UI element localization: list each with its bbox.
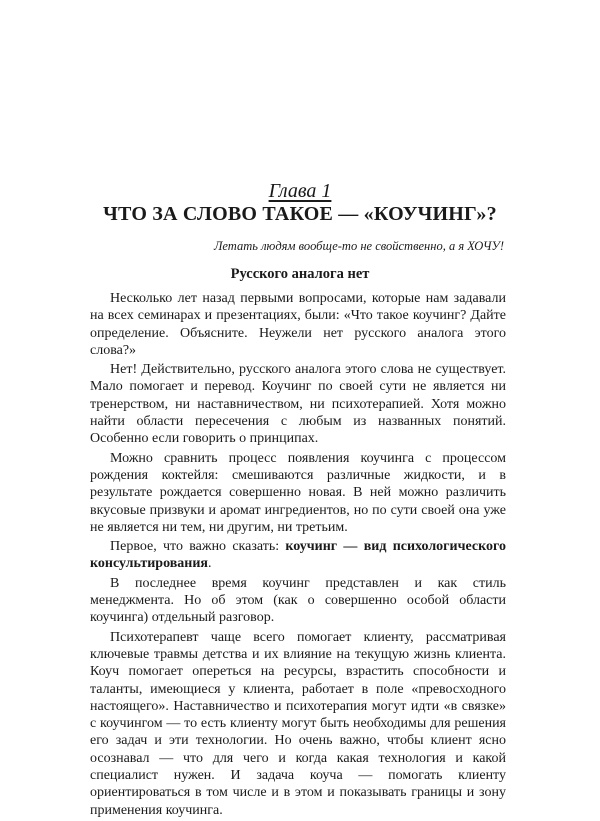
definition-paragraph — [90, 538, 506, 573]
definition-lead: Первое, что важно сказать: — [110, 539, 286, 555]
epigraph: Летать людям вообще-то не свойственно, а я ХОЧУ! — [213, 239, 504, 253]
definition-bold: коучинг — вид психологического консультирования — [90, 539, 506, 572]
section-title: Русского аналога нет — [230, 266, 370, 282]
chapter-title: ЧТО ЗА СЛОВО ТАКОЕ — «КОУЧИНГ»? — [103, 203, 497, 225]
paragraph: Несколько лет назад первыми вопросами, которые нам задавали на всех семинарах и презентациях, были: «Что такое коучинг? Дайте определение. Объясните. Неужели нет русского аналога этого слова?» — [90, 291, 506, 358]
body-text — [90, 290, 506, 821]
paragraph: Нет! Действительно, русского аналога этого слова не существует. Мало помогает и перевод. Коучинг по своей сути не является ни тренерством, ни наставничеством, ни психотерапией. Хотя можно найти области пересечения с любым из названных понятий. Особенно если говорить о принципах. — [90, 362, 506, 447]
definition-end: . — [208, 556, 212, 572]
paragraph: Можно сравнить процесс появления коучинга с процессом рождения коктейля: смешиваются различные жидкости, и в результате рождается совершенно новая. В ней можно различить вкусовые призвуки и аромат ингредиентов, но по сути своей она уже не является ни тем, ни другим, ни третьим. — [90, 450, 506, 535]
chapter-label: Глава 1 — [268, 180, 332, 202]
paragraph: Психотерапевт чаще всего помогает клиенту, рассматривая ключевые травмы детства и их влияние на текущую жизнь клиента. Коуч помогает опереться на ресурсы, взрастить способности и таланты, имеющиеся у клиента, работает в поле «превосходного настоящего». Наставничество и психотерапия могут идти «в связке» с коучингом — то есть клиенту могут быть необходимы для решения его задач и эти технологии. Но очень важно, чтобы клиент ясно осознавал — что для чего и когда какая технология и какой специалист нужен. И задача коуча — помогать клиенту ориентироваться в том числе и в этом и показывать границы и зону применения коучинга. — [90, 629, 506, 818]
paragraph: В последнее время коучинг представлен и как стиль менеджмента. Но об этом (как о совершенно особой области коучинга) отдельный разговор. — [90, 575, 506, 626]
